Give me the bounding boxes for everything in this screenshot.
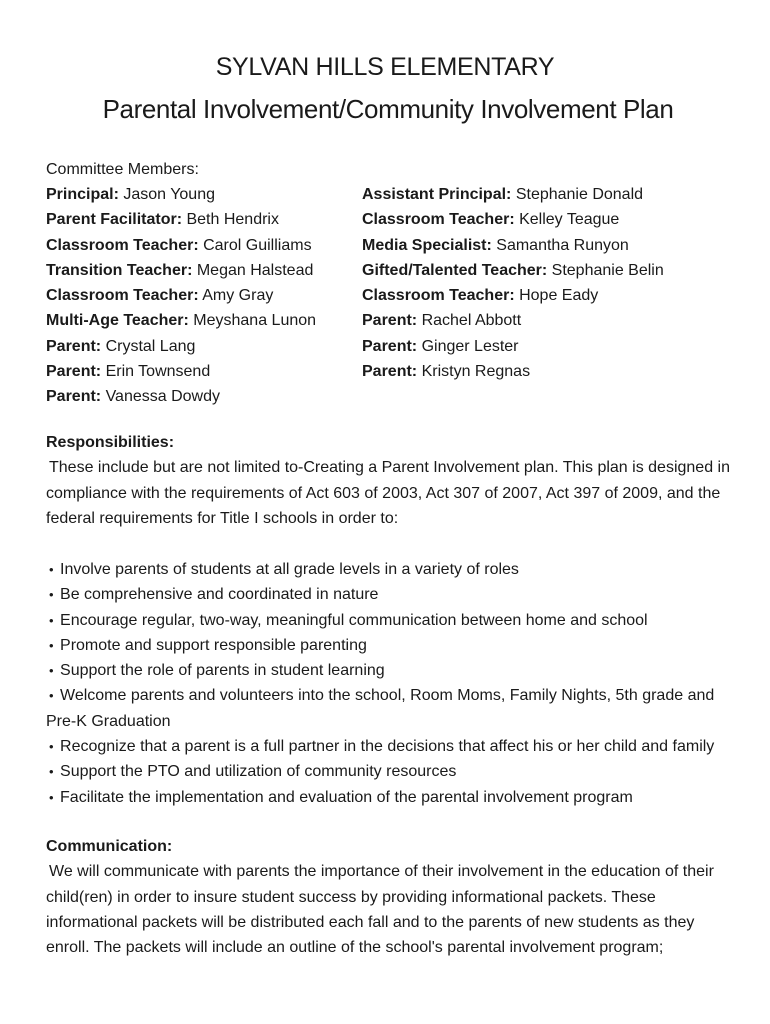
member-entry bbox=[46, 258, 356, 283]
member-name: Amy Gray bbox=[198, 287, 274, 305]
list-item bbox=[46, 658, 730, 683]
member-name: Crystal Lang bbox=[101, 337, 196, 355]
member-name: Rachel Abbott bbox=[417, 312, 522, 330]
list-item bbox=[46, 683, 730, 734]
list-item bbox=[46, 557, 730, 582]
list-item-text: Involve parents of students at all grade levels in a variety of roles bbox=[60, 561, 519, 578]
member-entry bbox=[362, 359, 742, 384]
list-item-text: Promote and support responsible parenting bbox=[60, 636, 367, 654]
member-entry bbox=[362, 308, 742, 333]
member-name: Stephanie Belin bbox=[547, 261, 664, 279]
member-role: Media Specialist: bbox=[362, 236, 492, 254]
member-entry bbox=[46, 207, 356, 232]
communication-heading: Communication: bbox=[46, 838, 173, 855]
member-name: Meyshana Lunon bbox=[188, 312, 317, 330]
member-name: Kelley Teague bbox=[514, 211, 620, 229]
member-role: Parent: bbox=[362, 312, 418, 330]
list-item bbox=[46, 582, 730, 607]
list-item-text: Welcome parents and volunteers into the school, Room Moms, Family Nights, 5th grade and Pre-K Graduation bbox=[46, 687, 715, 730]
responsibilities-list bbox=[46, 557, 730, 810]
member-name: Carol Guilliams bbox=[198, 236, 312, 254]
member-entry bbox=[46, 384, 356, 409]
member-role: Transition Teacher: bbox=[46, 261, 193, 279]
list-item-text: Encourage regular, two-way, meaningful communication between home and school bbox=[60, 611, 648, 629]
member-name: Megan Halstead bbox=[192, 261, 314, 279]
member-entry bbox=[362, 334, 742, 359]
member-role: Parent: bbox=[362, 337, 418, 355]
member-entry bbox=[362, 233, 742, 258]
committee-right-column bbox=[362, 182, 742, 384]
member-entry bbox=[46, 233, 356, 258]
list-item-text: Recognize that a parent is a full partner in the decisions that affect his or her child and family bbox=[60, 738, 715, 756]
member-role: Assistant Principal: bbox=[362, 186, 512, 203]
committee-left-column bbox=[46, 182, 356, 410]
member-entry bbox=[362, 207, 742, 232]
responsibilities-heading: Responsibilities: bbox=[46, 434, 175, 451]
list-item bbox=[46, 734, 730, 759]
member-role: Classroom Teacher: bbox=[46, 287, 199, 305]
bullet-icon: • bbox=[49, 764, 54, 780]
member-entry bbox=[46, 283, 356, 308]
member-entry bbox=[46, 182, 356, 207]
committee-heading: Committee Members: bbox=[46, 161, 199, 178]
member-name: Kristyn Regnas bbox=[417, 363, 531, 381]
bullet-icon: • bbox=[49, 562, 54, 577]
plan-title: Parental Involvement/Community Involvement Plan bbox=[102, 94, 674, 124]
member-role: Parent: bbox=[46, 388, 102, 406]
member-name: Samantha Runyon bbox=[491, 236, 629, 254]
member-entry bbox=[362, 258, 742, 283]
bullet-icon: • bbox=[49, 612, 54, 628]
bullet-icon: • bbox=[49, 587, 54, 603]
member-entry bbox=[46, 334, 356, 359]
member-role: Multi-Age Teacher: bbox=[46, 312, 189, 330]
list-item-text: Facilitate the implementation and evaluation of the parental involvement program bbox=[60, 788, 633, 806]
bullet-icon: • bbox=[49, 663, 54, 679]
list-item bbox=[46, 608, 730, 633]
bullet-icon: • bbox=[49, 637, 54, 653]
communication-body: We will communicate with parents the importance of their involvement in the education of their child(ren) in order to insure student success by providing informational packets. These informational packets will be distributed each fall and to the parents of new students as they enroll. The packets will include an outline of the school's parental involvement program; bbox=[46, 863, 714, 957]
member-entry bbox=[362, 182, 742, 207]
member-role: Classroom Teacher: bbox=[362, 211, 515, 229]
school-name: SYLVAN HILLS ELEMENTARY bbox=[215, 53, 555, 81]
member-name: Beth Hendrix bbox=[182, 211, 279, 229]
communication-section bbox=[46, 834, 730, 960]
member-entry bbox=[46, 359, 356, 384]
member-name: Stephanie Donald bbox=[511, 186, 644, 203]
member-role: Parent Facilitator: bbox=[46, 211, 183, 229]
member-name: Vanessa Dowdy bbox=[101, 388, 220, 406]
member-role: Classroom Teacher: bbox=[362, 287, 515, 305]
member-entry bbox=[46, 308, 356, 333]
member-name: Ginger Lester bbox=[417, 337, 519, 355]
list-item bbox=[46, 633, 730, 658]
responsibilities-intro: These include but are not limited to-Creating a Parent Involvement plan. This plan is designed in compliance with the requirements of Act 603 of 2003, Act 307 of 2007, Act 397 of 2009, and the federal requirements for Title I schools in order to: bbox=[46, 459, 730, 527]
member-name: Jason Young bbox=[118, 186, 215, 203]
member-role: Principal: bbox=[46, 186, 119, 203]
list-item-text: Support the PTO and utilization of community resources bbox=[60, 763, 457, 781]
list-item bbox=[46, 759, 730, 784]
list-item-text: Be comprehensive and coordinated in nature bbox=[60, 586, 379, 604]
member-role: Classroom Teacher: bbox=[46, 236, 199, 254]
bullet-icon: • bbox=[49, 688, 54, 704]
member-role: Parent: bbox=[362, 363, 418, 381]
list-item-text: Support the role of parents in student learning bbox=[60, 662, 385, 680]
bullet-icon: • bbox=[49, 739, 54, 755]
bullet-icon: • bbox=[49, 789, 54, 805]
member-name: Hope Eady bbox=[514, 287, 599, 305]
responsibilities-section bbox=[46, 430, 730, 531]
member-entry bbox=[362, 283, 742, 308]
list-item bbox=[46, 785, 730, 810]
member-role: Parent: bbox=[46, 337, 102, 355]
member-name: Erin Townsend bbox=[101, 363, 211, 381]
member-role: Parent: bbox=[46, 363, 102, 381]
member-role: Gifted/Talented Teacher: bbox=[362, 261, 548, 279]
